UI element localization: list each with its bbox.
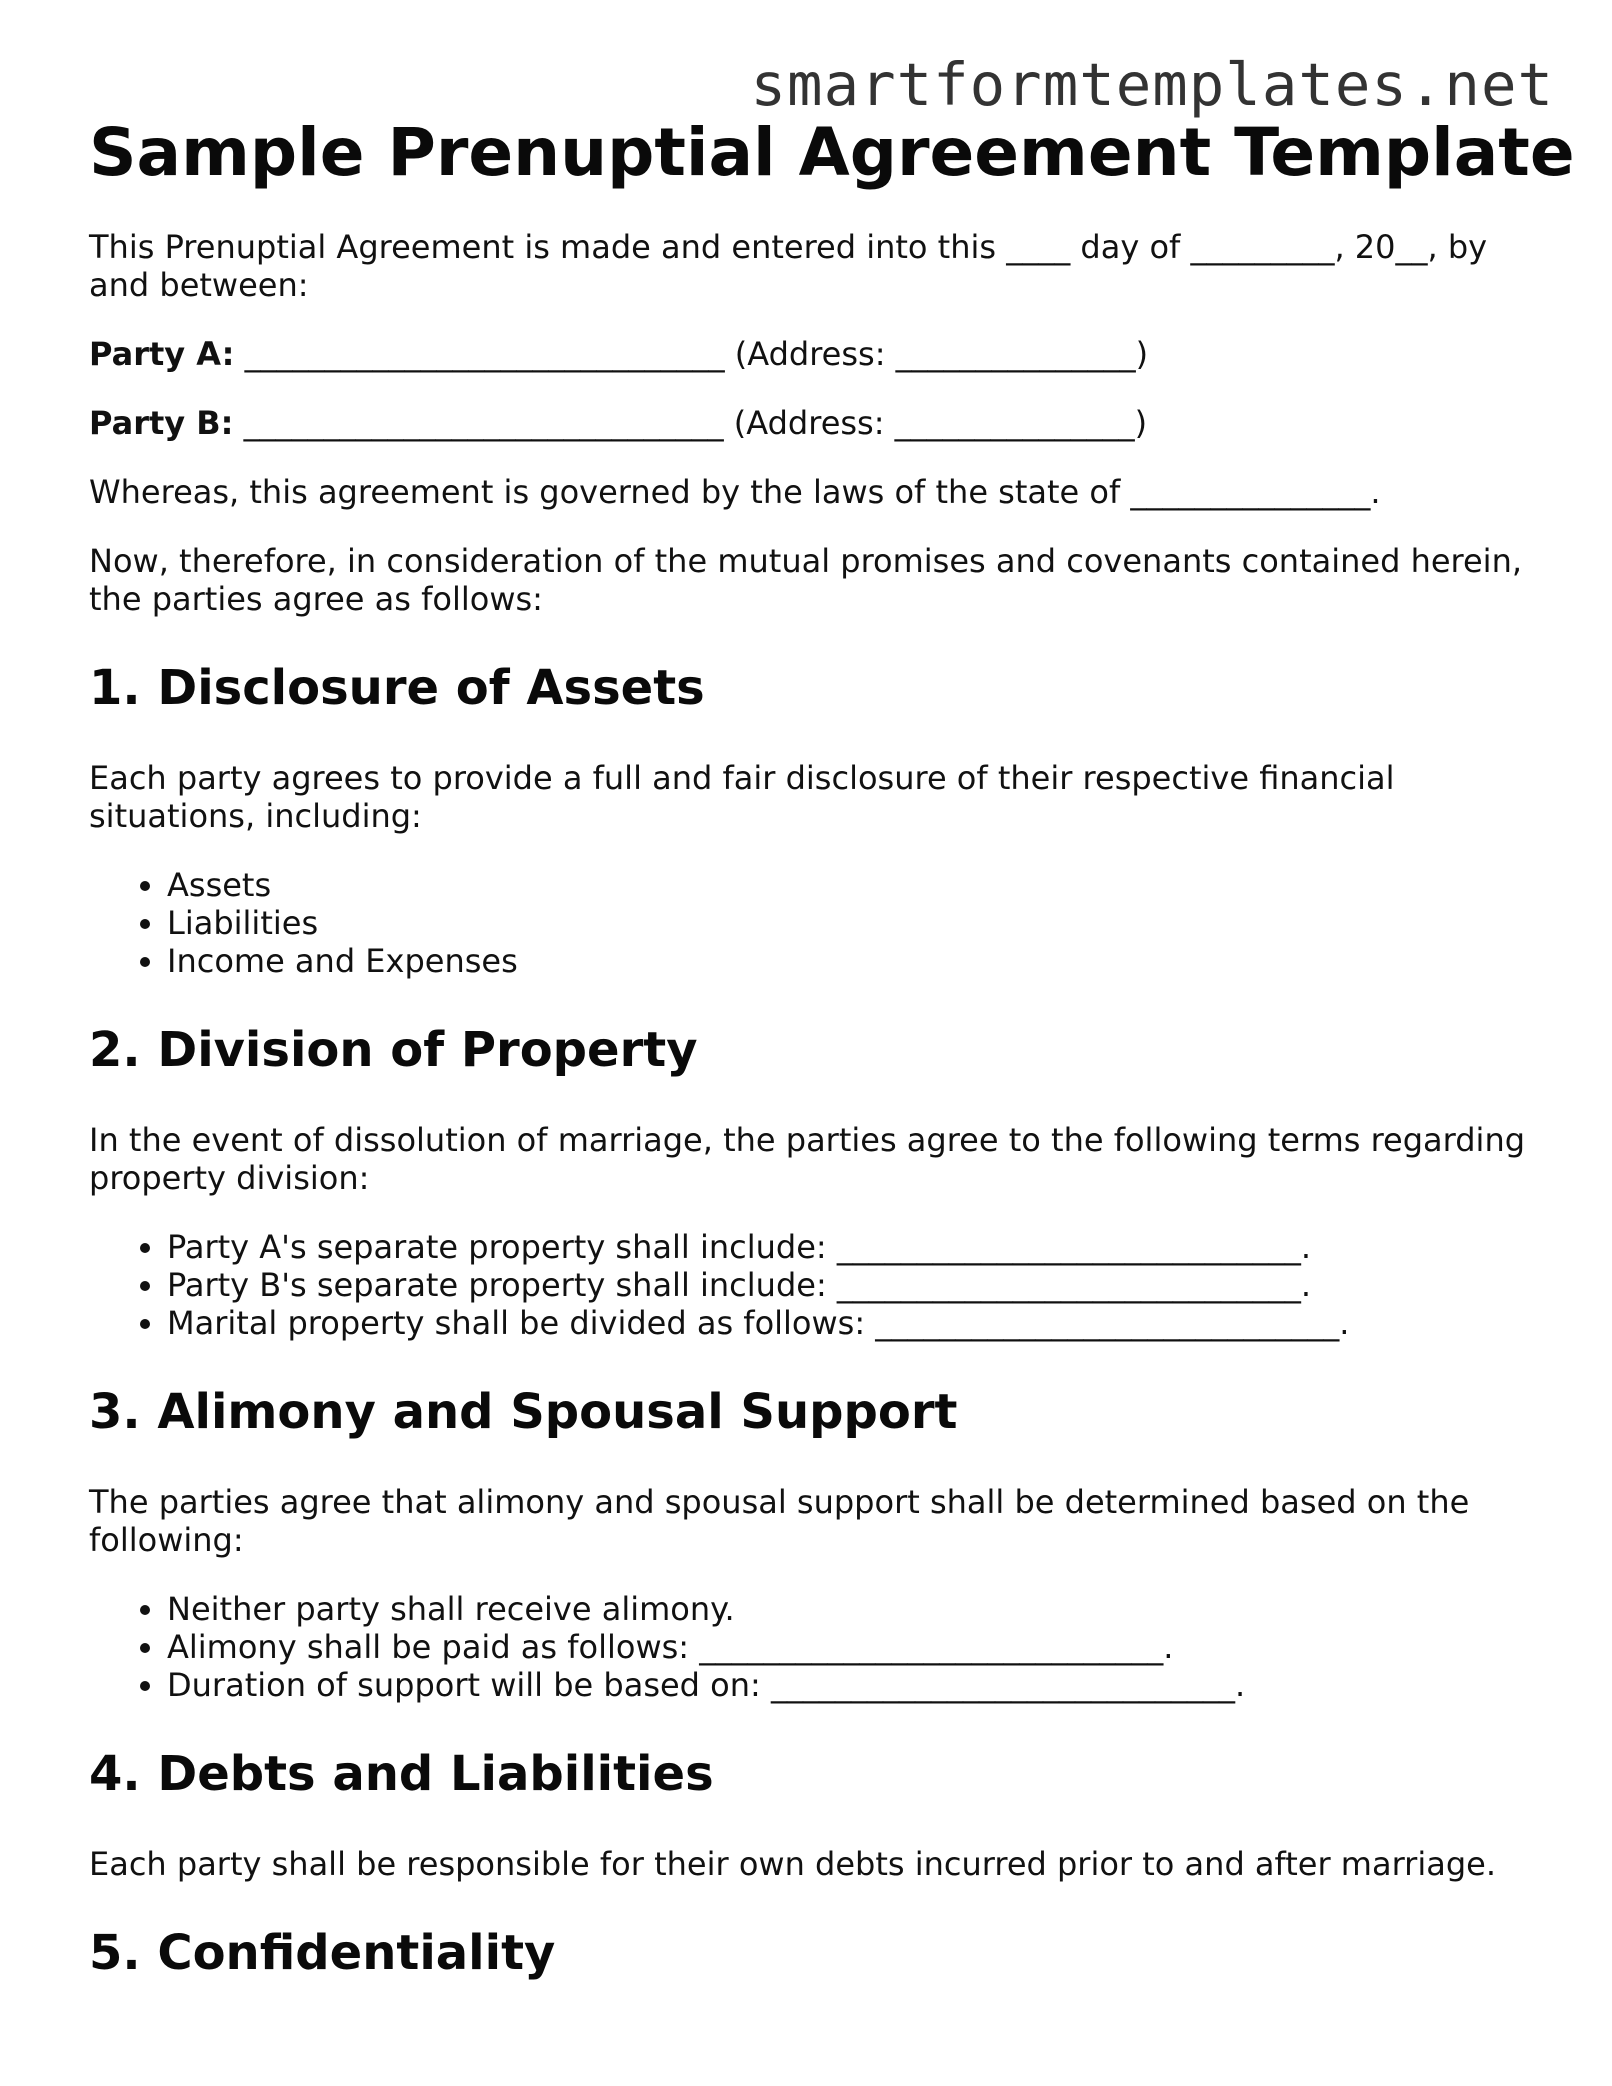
party-b-label: Party B:	[89, 404, 234, 442]
list-item: • Income and Expenses	[167, 942, 1529, 980]
section-heading-disclosure: 1. Disclosure of Assets	[89, 660, 705, 716]
now-therefore-paragraph: Now, therefore, in consideration of the mutual promises and covenants contained herein, the parties agree as follows:	[89, 542, 1523, 618]
disclosure-list	[89, 866, 1529, 980]
document-title: Sample Prenuptial Agreement Template	[89, 114, 1575, 191]
section-heading-confidentiality: 5. Confidentiality	[89, 1925, 556, 1981]
watermark: smartformtemplates.net	[750, 50, 1554, 119]
party-a-fields: ______________________________ (Address: _______________)	[234, 335, 1149, 373]
list-item: • Assets	[167, 866, 1529, 904]
party-b-line	[89, 404, 1529, 442]
section-text-disclosure: Each party agrees to provide a full and fair disclosure of their respective financial situations, including:	[89, 759, 1395, 835]
list-item: • Party A's separate property shall include: _____________________________.	[167, 1228, 1529, 1266]
section-heading-alimony: 3. Alimony and Spousal Support	[89, 1384, 958, 1440]
party-b-fields: ______________________________ (Address: _______________)	[233, 404, 1148, 442]
document-body	[89, 108, 1575, 1983]
list-item: • Marital property shall be divided as follows: _____________________________.	[167, 1304, 1529, 1342]
whereas-paragraph: Whereas, this agreement is governed by the laws of the state of _______________.	[89, 473, 1381, 511]
section-text-debts: Each party shall be responsible for their own debts incurred prior to and after marriage.	[89, 1845, 1496, 1883]
alimony-list	[89, 1590, 1529, 1704]
intro-paragraph: This Prenuptial Agreement is made and entered into this ____ day of _________, 20__, by and between:	[89, 228, 1488, 304]
list-item: • Neither party shall receive alimony.	[167, 1590, 1529, 1628]
list-item: • Alimony shall be paid as follows: _____________________________.	[167, 1628, 1529, 1666]
list-item: • Party B's separate property shall include: _____________________________.	[167, 1266, 1529, 1304]
property-list	[89, 1228, 1529, 1342]
party-a-line	[89, 335, 1529, 373]
list-item: • Liabilities	[167, 904, 1529, 942]
section-text-alimony: The parties agree that alimony and spousal support shall be determined based on the following:	[89, 1483, 1470, 1559]
section-heading-debts: 4. Debts and Liabilities	[89, 1746, 714, 1802]
section-text-property: In the event of dissolution of marriage, the parties agree to the following terms regarding property division:	[89, 1121, 1526, 1197]
list-item: • Duration of support will be based on: _____________________________.	[167, 1666, 1529, 1704]
party-a-label: Party A:	[89, 335, 235, 373]
section-heading-property: 2. Division of Property	[89, 1022, 698, 1078]
